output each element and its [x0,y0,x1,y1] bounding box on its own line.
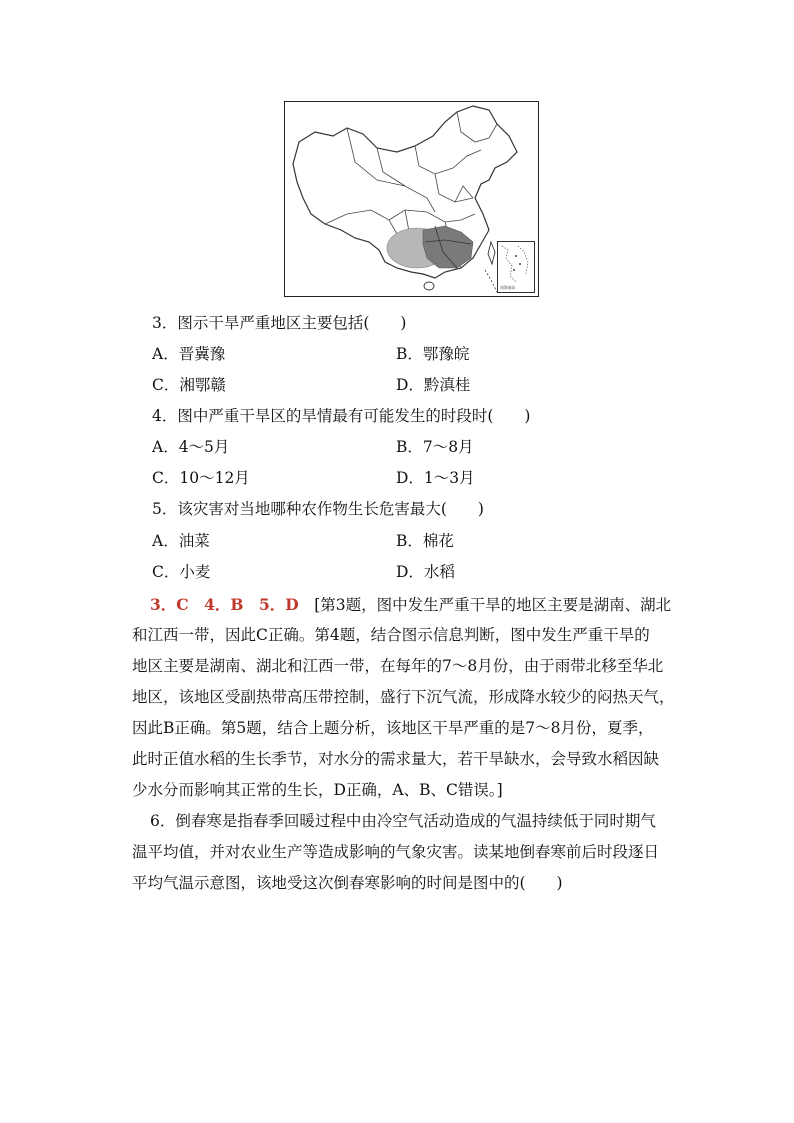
answer-line-6: 此时正值水稻的生长季节，对水分的需求量大，若干旱缺水，会导致水稻因缺 [132,750,660,768]
question-3-option-d: D．黔滇桂 [396,376,471,394]
answer-line-4: 地区，该地区受副热带高压带控制，盛行下沉气流，形成降水较少的闷热天气， [132,688,675,706]
answer-line-7: 少水分而影响其正常的生长，D正确，A、B、C错误。] [132,781,503,799]
question-4-option-d: D．1～3月 [396,469,475,487]
answer-line-2: 和江西一带，因此C正确。第4题，结合图示信息判断，图中发生严重干旱的 [132,626,650,644]
answer-key: 3．C 4．B 5．D [150,595,299,614]
answer-line-1 [132,589,672,620]
question-3-option-c: C．湘鄂赣 [152,376,226,394]
question-4-option-a: A．4～5月 [152,438,230,456]
question-4-option-b: B．7～8月 [396,438,474,456]
question-3-option-b: B．鄂豫皖 [396,345,470,363]
question-5-option-c: C．小麦 [152,563,211,581]
question-3-option-a: A．晋冀豫 [152,345,226,363]
question-4-stem: 4．图中严重干旱区的旱情最有可能发生的时段时( ) [152,407,531,425]
answer-explanation [132,589,675,806]
inset-caption: 南海诸岛 [500,285,516,290]
question-4-option-c: C．10～12月 [152,469,250,487]
question-6 [132,806,672,899]
question-6-line-1: 6．倒春寒是指春季回暖过程中由冷空气活动造成的气温持续低于同时期气 [150,812,656,830]
question-5-option-a: A．油菜 [152,532,210,550]
question-3-stem: 3．图示干旱严重地区主要包括( ) [152,314,407,332]
answer-line-3: 地区主要是湖南、湖北和江西一带，在每年的7～8月份，由于雨带北移至华北 [132,657,664,675]
answer-line-5: 因此B正确。第5题，结合上题分析，该地区干旱严重的是7～8月份，夏季， [132,719,654,737]
question-5-option-d: D．水稻 [396,563,455,581]
question-5-stem: 5．该灾害对当地哪种农作物生长危害最大( ) [152,500,484,518]
south-china-sea-inset [497,241,535,293]
question-6-line-3: 平均气温示意图，该地受这次倒春寒影响的时间是图中的( ) [132,874,563,892]
china-drought-map [284,101,539,297]
question-5-option-b: B．棉花 [396,532,454,550]
question-6-line-2: 温平均值，并对农业生产等造成影响的气象灾害。读某地倒春寒前后时段逐日 [132,843,660,861]
answer-text-1: [第3题，图中发生严重干旱的地区主要是湖南、湖北 [314,596,672,614]
